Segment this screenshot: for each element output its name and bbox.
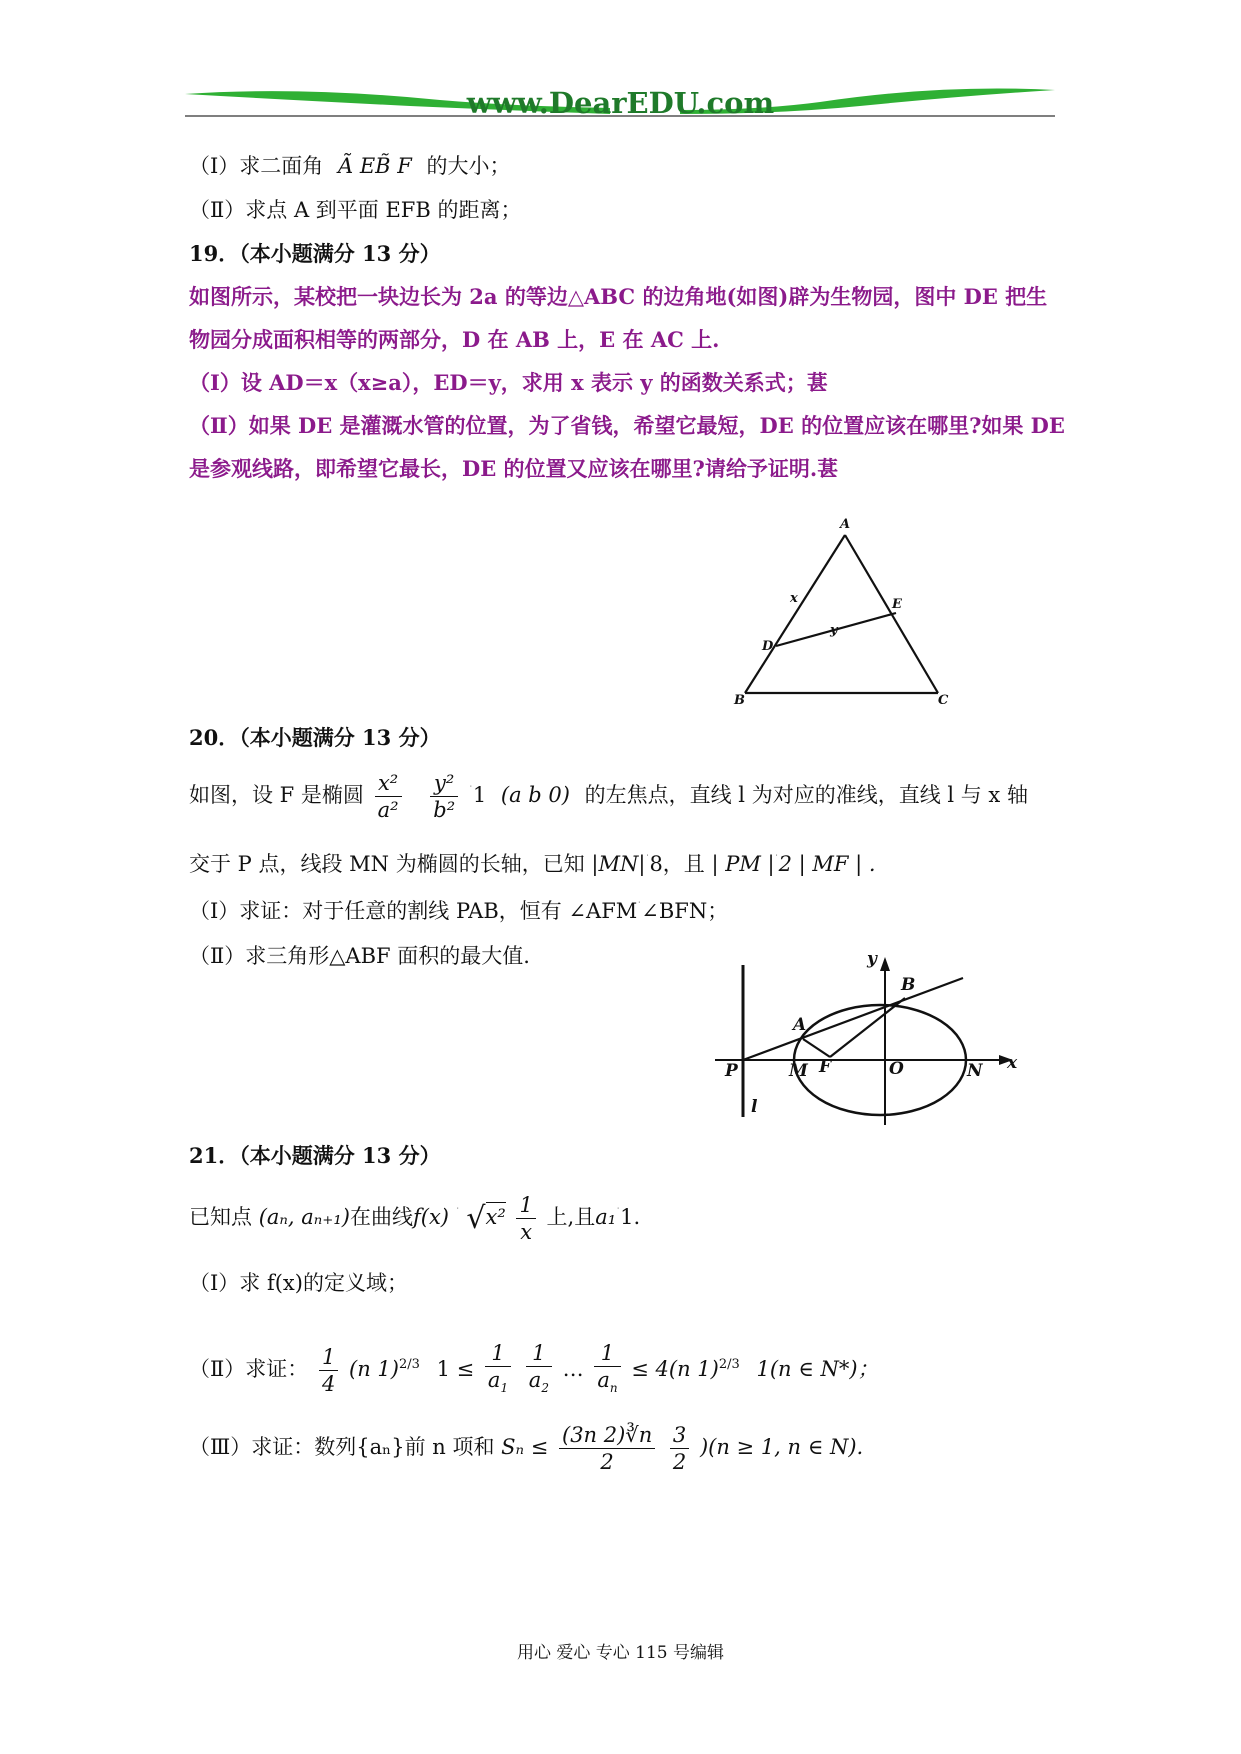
label-A: A xyxy=(793,1015,807,1035)
q21-line1: 已知点 (aₙ, aₙ₊₁)在曲线f(x) √x² $\frac{1}{x}$ 上,且a₁ 1. xyxy=(189,1193,641,1244)
label-P: P xyxy=(725,1061,738,1081)
label-O: O xyxy=(889,1059,904,1079)
q20-heading: 20．（本小题满分 13 分） xyxy=(189,725,441,750)
label-B: B xyxy=(734,693,745,708)
label-E: E xyxy=(892,597,902,612)
q21-part2: （Ⅱ）求证： $\frac{1}{4}$ (n 1)$^{2/3}$ 1 ≤ $\frac{1}{a_1}$ $\frac{1}{a_2}$ … $\frac{1}{a_n}$ ≤ 4(n 1)$^{2/3}$ 1(n ∈ N*)； xyxy=(189,1341,879,1397)
q20-part2: （Ⅱ）求三角形△ABF 面积的最大值. xyxy=(189,944,530,968)
q21-heading: 21．（本小题满分 13 分） xyxy=(189,1143,441,1168)
q20-ellipse-figure xyxy=(715,949,1035,1130)
label-D: D xyxy=(762,639,774,654)
q19-line4: （Ⅱ）如果 DE 是灌溉水管的位置，为了省钱，希望它最短，DE 的位置应该在哪里?如果 DE xyxy=(189,413,1065,438)
q21-part3: （Ⅲ）求证：数列{aₙ}前 n 项和 Sₙ ≤ $\frac{(3n 2)∛n}{2}$ $\frac{3}{2}$ )(n ≥ 1, n ∈ N). xyxy=(189,1423,864,1474)
header-url[interactable]: www.DearEDU.com xyxy=(466,86,775,120)
q19-triangle-figure xyxy=(730,515,960,715)
q18-part1: （Ⅰ）求二面角 Ã EB̃ F 的大小； xyxy=(189,154,511,178)
q20-line2: 交于 P 点，线段 MN 为椭圆的长轴，已知 |MN| 8，且 | PM | 2 | MF | . xyxy=(189,852,876,876)
q19-line2: 物园分成面积相等的两部分，D 在 AB 上，E 在 AC 上. xyxy=(189,327,720,352)
label-N: N xyxy=(967,1061,983,1081)
footer: 用心 爱心 专心 115 号编辑 xyxy=(516,1643,725,1663)
label-M: M xyxy=(789,1061,808,1081)
label-l: l xyxy=(751,1097,758,1117)
q19-heading: 19．（本小题满分 13 分） xyxy=(189,241,441,266)
label-C: C xyxy=(938,693,949,708)
label-y: y xyxy=(830,623,838,638)
q19-line1: 如图所示，某校把一块边长为 2a 的等边△ABC 的边角地(如图)辟为生物园，图中 DE 把生 xyxy=(189,284,1048,309)
label-B: B xyxy=(901,975,916,995)
q20-line1: 如图，设 F 是椭圆 $\frac{\text{x²}}{\text{a²}}$ $\frac{\text{y²}}{\text{b²}}$ 1 (a b 0) 的左焦点，直线 l 为对应的准线，直线 l 与 x 轴 xyxy=(189,771,1028,822)
label-F: F xyxy=(819,1057,832,1077)
q19-line3: （Ⅰ）设 AD＝x（x≥a），ED＝y，求用 x 表示 y 的函数关系式；葚 xyxy=(189,370,828,395)
q18-part2: （Ⅱ）求点 A 到平面 EFB 的距离； xyxy=(189,198,522,222)
label-x: x xyxy=(790,591,798,606)
q19-line5: 是参观线路，即希望它最长，DE 的位置又应该在哪里?请给予证明.葚 xyxy=(189,456,839,481)
q21-part1: （Ⅰ）求 f(x)的定义域； xyxy=(189,1271,408,1295)
q20-part1: （Ⅰ）求证：对于任意的割线 PAB，恒有 ∠AFM ∠BFN； xyxy=(189,899,729,923)
label-x-axis: x xyxy=(1007,1053,1018,1073)
label-y-axis: y xyxy=(867,949,877,969)
label-A: A xyxy=(840,517,851,532)
